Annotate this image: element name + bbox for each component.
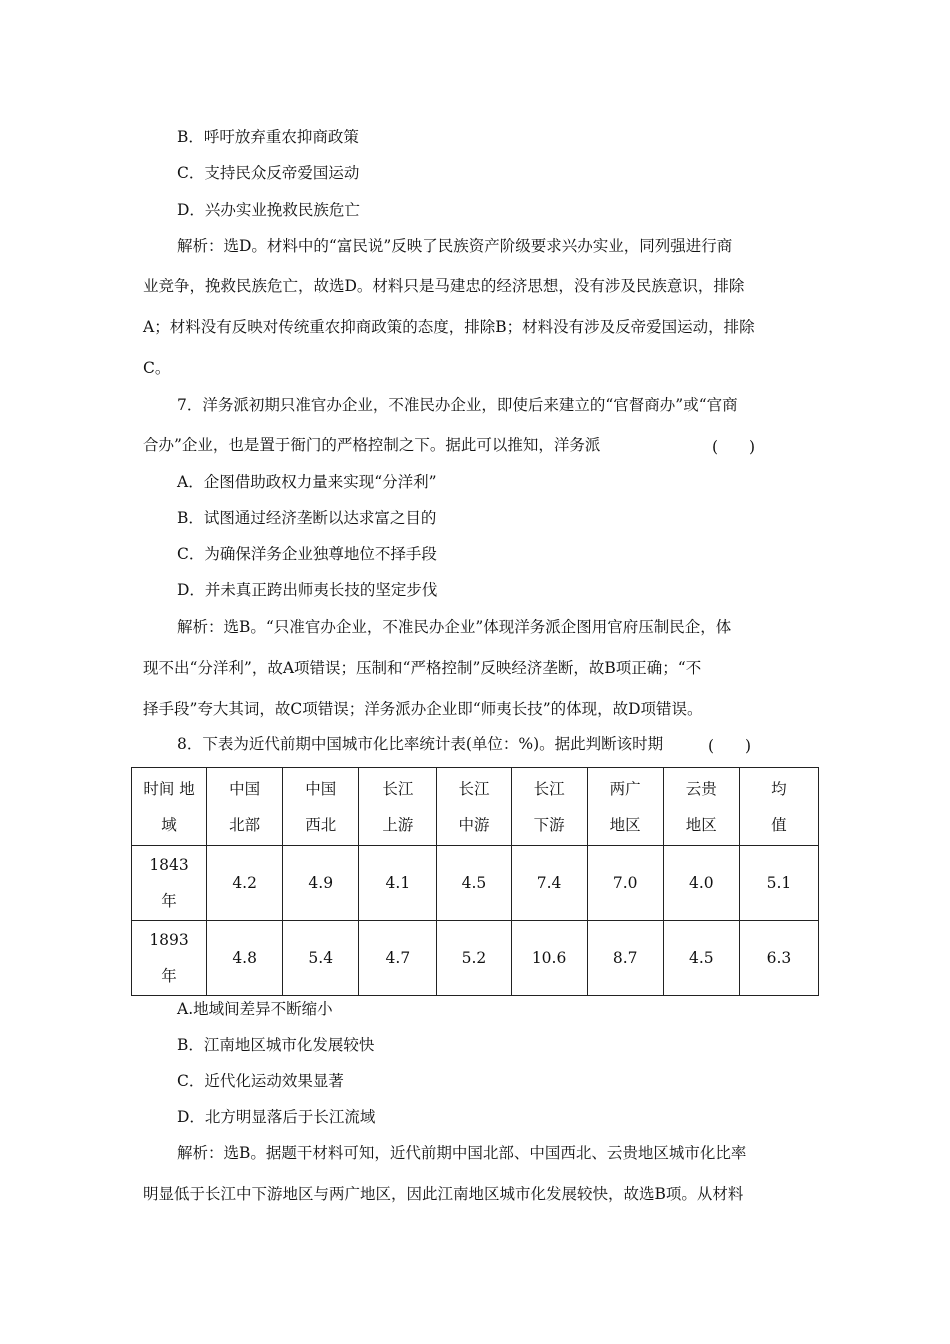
table-header-row: [132, 768, 819, 846]
q8-analysis-line-1: 解析：选B。据题干材料可知，近代前期中国北部、中国西北、云贵地区城市化比率: [177, 1144, 747, 1162]
q7-option-a: A．企图借助政权力量来实现“分洋利”: [177, 473, 437, 491]
col-header: 均 值: [739, 768, 818, 846]
table-cell: 6.3: [739, 921, 818, 996]
q6-analysis-line-3: A；材料没有反映对传统重农抑商政策的态度，排除B；材料没有涉及反帝爱国运动，排除: [143, 318, 755, 336]
q6-option-d: D．兴办实业挽救民族危亡: [177, 201, 360, 219]
table-cell: 4.0: [663, 846, 739, 921]
table-cell: 7.4: [511, 846, 587, 921]
q7-stem-line-2: 合办”企业，也是置于衙门的严格控制之下。据此可以推知，洋务派: [143, 436, 601, 454]
q6-analysis-line-4: C。: [143, 359, 171, 377]
q8-answer-blank: ( ): [708, 737, 752, 755]
table-cell: 5.4: [283, 921, 359, 996]
table-row: [132, 921, 819, 996]
corner-header: 时间 地 域: [132, 768, 207, 846]
q7-analysis-line-3: 择手段”夸大其词，故C项错误；洋务派办企业即“师夷长技”的体现，故D项错误。: [143, 700, 703, 718]
table-cell: 10.6: [511, 921, 587, 996]
table-cell: 8.7: [587, 921, 663, 996]
q7-answer-blank: ( ): [712, 438, 756, 456]
table-cell: 5.2: [437, 921, 511, 996]
col-header: 两广 地区: [587, 768, 663, 846]
table-row: [132, 846, 819, 921]
col-header: 中国 北部: [207, 768, 283, 846]
q7-option-c: C．为确保洋务企业独尊地位不择手段: [177, 545, 437, 563]
q6-option-b: B．呼吁放弃重农抑商政策: [177, 128, 359, 146]
table-cell: 4.5: [663, 921, 739, 996]
table-cell: 4.8: [207, 921, 283, 996]
col-header: 中国 西北: [283, 768, 359, 846]
row-year: 1843 年: [132, 846, 207, 921]
table-cell: 4.1: [359, 846, 437, 921]
row-year: 1893 年: [132, 921, 207, 996]
table-cell: 4.7: [359, 921, 437, 996]
q7-analysis-line-1: 解析：选B。“只准官办企业，不准民办企业”体现洋务派企图用官府压制民企，体: [177, 618, 732, 636]
q7-option-b: B．试图通过经济垄断以达求富之目的: [177, 509, 437, 527]
table-cell: 4.2: [207, 846, 283, 921]
col-header: 长江 下游: [511, 768, 587, 846]
col-header: 长江 中游: [437, 768, 511, 846]
col-header: 长江 上游: [359, 768, 437, 846]
q8-stem: 8．下表为近代前期中国城市化比率统计表(单位：%)。据此判断该时期: [177, 735, 664, 753]
q6-analysis-line-2: 业竞争，挽救民族危亡，故选D。材料只是马建忠的经济思想，没有涉及民族意识，排除: [143, 277, 745, 295]
table-cell: 4.5: [437, 846, 511, 921]
q8-option-c: C．近代化运动效果显著: [177, 1072, 344, 1090]
q8-analysis-line-2: 明显低于长江中下游地区与两广地区，因此江南地区城市化发展较快，故选B项。从材料: [143, 1185, 744, 1203]
q7-analysis-line-2: 现不出“分洋利”，故A项错误；压制和“严格控制”反映经济垄断，故B项正确；“不: [143, 659, 702, 677]
table-cell: 5.1: [739, 846, 818, 921]
col-header: 云贵 地区: [663, 768, 739, 846]
q6-analysis-line-1: 解析：选D。材料中的“富民说”反映了民族资产阶级要求兴办实业，同列强进行商: [177, 237, 733, 255]
urbanization-table: [131, 767, 819, 996]
q8-option-d: D．北方明显落后于长江流域: [177, 1108, 376, 1126]
q7-stem-line-1: 7．洋务派初期只准官办企业，不准民办企业，即使后来建立的“官督商办”或“官商: [177, 396, 738, 414]
q6-option-c: C．支持民众反帝爱国运动: [177, 164, 360, 182]
table-cell: 4.9: [283, 846, 359, 921]
q8-option-b: B．江南地区城市化发展较快: [177, 1036, 375, 1054]
q8-option-a: A.地域间差异不断缩小: [177, 1000, 333, 1018]
q7-option-d: D．并未真正跨出师夷长技的坚定步伐: [177, 581, 438, 599]
table-cell: 7.0: [587, 846, 663, 921]
